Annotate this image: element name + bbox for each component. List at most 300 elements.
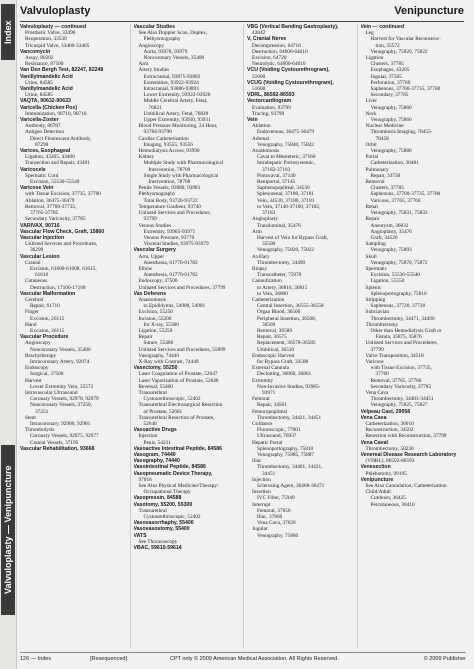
index-entry: Intracoronary Artery, 92974	[30, 358, 90, 365]
index-entry: Aneurysm, 36832	[370, 222, 409, 229]
index-heading: Valvuloplasty — continued	[20, 24, 87, 30]
index-entry: Endoscopy, 37500	[138, 278, 178, 285]
index-entry: Laser Vaporization of Prostate, 52648	[138, 377, 219, 384]
index-entry: Kidney	[138, 154, 155, 161]
index-entry: 93784-93790	[143, 129, 172, 136]
index-entry: Cannulization	[252, 278, 282, 285]
index-entry: 52648	[143, 421, 157, 427]
index-entry: Stent	[25, 414, 36, 421]
index-entry: Excision, 61600-61608, 61615,	[30, 265, 97, 272]
index-entry: 93971	[262, 389, 276, 396]
index-heading: Van Den Bergh Test, 82247, 82248	[20, 67, 104, 74]
index-entry: 36299	[30, 247, 44, 254]
index-entry: Transurethral Resection of Prostate,	[138, 414, 215, 421]
index-entry: Ligation	[365, 55, 384, 62]
index-entry: Repair, 33730	[370, 172, 401, 179]
index-entry: Suture, 55400	[143, 340, 174, 347]
index-column-1	[20, 24, 126, 649]
index-heading: Vascular Malformation	[20, 290, 76, 297]
index-entry: Injection	[138, 433, 158, 440]
index-entry: Femoropopliteal	[252, 408, 288, 415]
index-heading: Venesection	[360, 464, 391, 471]
index-entry: Ablation	[252, 123, 271, 130]
index-entry: Hand	[25, 321, 37, 328]
index-entry: Cardiac Catheterization	[138, 135, 189, 142]
index-entry: Extremities, 93922-93924	[143, 79, 199, 86]
footer-resequenced: [Resequenced]	[90, 656, 127, 662]
index-entry: 76821	[148, 104, 162, 111]
index-entry: Catheterization, 36481	[370, 160, 419, 167]
index-entry: Harvest for Vascular Reconstruc-	[370, 36, 441, 43]
index-entry: Harvest	[25, 377, 42, 384]
index-entry: Reoperation, 33530	[25, 36, 67, 43]
index-entry: Jugular	[252, 526, 268, 533]
index-entry: Unlisted Services and Procedures,	[138, 210, 211, 217]
index-entry: Phlebotomy, 99195	[365, 470, 407, 477]
index-entry: Thrombectomy, 50230	[365, 445, 414, 452]
index-entry: Femoral, 37650	[257, 507, 291, 514]
index-entry: for Bypass Graft, 33508	[257, 358, 309, 365]
index-entry: Laser Coagulation of Prostate, 52647	[138, 371, 218, 378]
index-heading: Varicocele	[20, 166, 46, 173]
index-heading: Vascular Injection	[20, 234, 65, 241]
index-heading: Vascular Rehabilitation, 93668	[20, 445, 95, 452]
index-entry: Endoscopic Harvest	[252, 352, 295, 359]
index-entry: Intracranial, 93886-93893	[143, 86, 199, 93]
index-entry: IVC Filter, 75940	[257, 495, 295, 502]
index-entry: Graft, 34520	[370, 234, 398, 241]
index-tab[interactable]: Index	[1, 4, 15, 60]
index-entry: 51600	[252, 73, 266, 80]
index-entry: Cranial Vessels, 37195	[30, 439, 79, 446]
index-entry: Destruction, 64600-64610	[252, 48, 308, 55]
index-entry: Visceral Studies, 93975-93979	[143, 241, 209, 248]
index-entry: Assay, 80202	[25, 55, 54, 62]
index-entry: Leg	[365, 30, 374, 37]
index-heading: Vasoactive Drugs	[133, 427, 177, 434]
index-entry: Subclavian	[365, 309, 390, 316]
footer-cpt-notice: CPT only © 2009 American Medical Association. All Rights Reserved.	[170, 656, 339, 662]
index-entry: Saphenopopliteal, 34530	[257, 185, 310, 192]
index-entry: Middle Cerebral Artery, Fetal,	[143, 98, 208, 105]
index-entry: Excision, 26115	[30, 327, 65, 334]
header-last-term: Venipuncture	[394, 5, 464, 17]
index-entry: Replacement, 36578-36585	[257, 340, 316, 347]
index-entry: Endovenous, 36475-36479	[257, 129, 315, 136]
index-entry: Venography, 75840, 75842	[257, 141, 315, 148]
index-entry: Arm	[252, 228, 262, 235]
index-entry: 36569	[262, 321, 276, 328]
index-entry: Arm, Upper	[138, 253, 165, 260]
index-entry: Other than Hemodialysis Graft or	[370, 327, 442, 334]
index-entry: Varicose	[365, 358, 384, 365]
index-entry: Femoral	[252, 396, 270, 403]
index-entry: Intravascular Ultrasound	[25, 389, 78, 396]
index-entry: Repair, 36575	[257, 334, 287, 341]
index-entry: Perforation, 37760	[370, 79, 411, 86]
index-entry: Fluoroscopic, 77001	[257, 427, 301, 434]
index-entry: Thrombolysis	[25, 427, 55, 434]
index-entry: 51600	[252, 86, 266, 93]
index-heading: Vascular Surgery	[133, 247, 176, 254]
index-entry: (VDRL), 86592-86593	[365, 458, 415, 465]
index-columns	[20, 24, 466, 649]
index-entry: Plethysmography	[138, 191, 176, 198]
index-heading: Vascular Flow Check, Graft, 15860	[20, 228, 105, 235]
index-entry: Excision, 55530-55540	[370, 272, 420, 279]
index-heading: VATS	[133, 532, 147, 539]
index-entry: Thrombectomy, 34401-34451	[370, 396, 434, 403]
index-entry: Penis, 54231	[143, 439, 171, 446]
index-entry: Thrombectomy, 34490	[257, 259, 306, 266]
index-entry: Harvest of Vein for Bypass Graft,	[257, 234, 329, 241]
index-entry: Total Body, 93720-93722	[143, 197, 198, 204]
index-entry: Excision, 26115	[30, 315, 65, 322]
index-heading: Vasogram, 74440	[133, 452, 176, 459]
index-entry: for X-ray, 55300	[143, 321, 179, 328]
index-entry: Brachytherapy	[25, 352, 57, 359]
index-entry: Destruction, 17106-17108	[30, 284, 86, 291]
index-entry: 43842	[252, 30, 266, 37]
index-heading: VARIVAX, 90716	[20, 222, 60, 229]
page-footer	[20, 652, 466, 665]
index-entry: 37799	[370, 346, 384, 353]
index-entry: 37765-37785	[30, 210, 59, 217]
index-entry: Transurethral	[138, 389, 167, 396]
index-entry: Child/Adult	[365, 489, 391, 496]
index-entry: Transcatheter, 75970	[257, 272, 302, 279]
index-entry: Removal, 36589	[257, 327, 293, 334]
index-entry: Single Study with Pharmacological	[143, 172, 219, 179]
index-heading: Vascular Procedure	[20, 334, 69, 341]
index-entry: Unlisted Services and Procedures,	[365, 340, 438, 347]
index-entry: Vena Cava	[365, 389, 389, 396]
index-entry: with Tissue Excision, 37735, 37760	[25, 191, 101, 198]
index-heading: Vein — continued	[360, 24, 405, 30]
index-entry: Liver	[365, 98, 377, 105]
index-entry: Secondary, 37785	[370, 92, 409, 99]
index-entry: Endoscopy	[25, 365, 49, 372]
index-entry: Renal	[365, 203, 378, 210]
index-entry: Orbit	[365, 141, 377, 148]
index-heading: Vasovasostomy, 55400	[133, 526, 190, 533]
index-entry: Thrombectomy, 34401, 34421,	[257, 464, 323, 471]
index-entry: Clusters, 37785	[370, 185, 404, 192]
index-column-3	[243, 24, 353, 649]
index-entry: Multiple Study with Pharmacological	[143, 160, 224, 167]
index-entry: Artery Studies	[138, 67, 170, 74]
index-entry: See Thoracoscopy	[138, 538, 178, 545]
index-heading: Vasography, 74440	[133, 458, 180, 465]
index-entry: Lower Extremity, 93922-93926	[143, 92, 211, 99]
index-entry: Venography, 75831, 75833	[370, 210, 428, 217]
index-column-2	[130, 24, 240, 649]
index-heading: Varices, Esophageal	[20, 148, 71, 155]
index-entry: Splenoportography, 75810	[257, 445, 314, 452]
index-entry: Percutaneous, 36410	[370, 501, 415, 508]
index-entry: Insertion	[252, 489, 271, 496]
index-entry: Thrombectomy, 34471, 34490	[370, 315, 435, 322]
index-entry: to Epididymis, 54900, 54901	[143, 303, 206, 310]
index-entry: Tricuspid Valve, 33460-33465	[25, 42, 90, 49]
index-entry: Removal	[365, 179, 385, 186]
index-entry: Venography, 75880	[370, 148, 412, 155]
index-entry: Hemodialysis Access, 93990	[138, 148, 200, 155]
index-entry: Noncoronary Vessels, 35400	[30, 346, 91, 353]
index-entry: to Vein, 36800	[257, 290, 288, 297]
index-entry: Incision, 55200	[138, 315, 172, 322]
index-entry: Thrombosis Imaging, 78455-	[370, 129, 433, 136]
index-entry: Imaging, 93555, 93556	[143, 141, 193, 148]
index-heading: Vasectomy, 55250	[133, 365, 178, 372]
index-entry: Saphenous, 37720, 37730	[370, 303, 426, 310]
index-entry: 78458	[375, 135, 389, 142]
index-entry: Valve Transposition, 34510	[365, 352, 424, 359]
index-entry: Upper Extremity, 93930, 93931	[143, 117, 211, 124]
index-entry: Direct Fluorescent Antibody,	[30, 135, 92, 142]
index-entry: Thrombectomy, 34421, 34451	[257, 414, 322, 421]
index-heading: Vancomycin	[20, 48, 51, 55]
index-entry: Ligation, 55550	[370, 278, 405, 285]
index-entry: Neck	[365, 110, 377, 117]
index-entry: Immunization, 90710, 90716	[25, 110, 87, 117]
index-entry: Transurethral Electrosurgical Resection	[138, 402, 223, 409]
index-entry: Thrombectomy	[365, 321, 399, 328]
index-entry: Organ Blood, 36500	[257, 309, 301, 316]
index-entry: Urine, 84585	[25, 92, 53, 99]
index-entry: Vena Cava, 37620	[257, 520, 296, 527]
index-entry: Decompression, 64716	[252, 42, 301, 49]
index-heading: VBG (Vertical Banding Gastroplasty),	[247, 24, 339, 30]
index-entry: Arm	[138, 61, 149, 68]
index-heading: Vas Deferens	[133, 290, 167, 297]
index-entry: 37251	[35, 408, 49, 415]
index-entry: Venography, 75870, 75872	[370, 259, 428, 266]
index-entry: Lower Extremity Vein, 35572	[30, 383, 94, 390]
index-heading: Vascular Studies	[133, 24, 176, 30]
page-header	[20, 3, 464, 22]
index-entry: Spermatic	[365, 265, 387, 272]
index-entry: Splenoportography, 75810	[370, 290, 427, 297]
index-entry: Guidance	[252, 421, 273, 427]
index-entry: Iliac	[252, 458, 262, 465]
index-entry: Venography, 75860	[257, 532, 299, 539]
index-entry: Injection	[252, 476, 271, 483]
index-entry: Saphenous, 37700-37735, 37780	[370, 191, 441, 198]
index-entry: Biopsy	[252, 265, 268, 272]
index-heading: VAQTA, 90632-90633	[20, 98, 71, 105]
index-entry: Fistula, 35875, 35876	[375, 334, 422, 341]
index-entry: Cystourethroscopic, 52402	[143, 396, 201, 403]
index-entry: Extremity, 93965-93971	[143, 228, 196, 235]
index-heading: Vasotomy, 55200, 55300	[133, 501, 193, 508]
index-heading: Vasovasorrhaphy, 55400	[133, 520, 194, 527]
index-heading: V, Cranial Nerve	[247, 36, 287, 43]
index-entry: Excision, 64720	[252, 55, 287, 62]
index-entry: External Cannula	[252, 365, 289, 372]
index-entry: Removal, 37765, 37766	[370, 377, 422, 384]
header-first-term: Valvuloplasty	[20, 5, 91, 17]
index-entry: Plethysmography	[143, 36, 181, 43]
index-entry: to Vein, 37140-37160, 37182,	[257, 203, 321, 210]
index-entry: Excision, 55250	[138, 309, 173, 316]
index-entry: Coronary Vessels, 92978, 92979	[30, 396, 99, 403]
index-entry: Venography, 75860	[370, 104, 412, 111]
index-entry: Evaluation, 93799	[252, 104, 291, 111]
index-entry: Occupational Therapy	[143, 489, 191, 496]
index-entry: 37182-37183	[262, 166, 291, 173]
index-entry: Anastomosis	[252, 148, 280, 155]
index-entry: Catheterization	[252, 296, 285, 303]
index-entry: Unlisted Services and Procedures, 37799	[138, 284, 226, 291]
index-entry: Repair	[365, 216, 380, 223]
index-entry: Cranial	[25, 259, 41, 266]
index-entry: Cystourethroscopic, 52402	[143, 514, 201, 521]
index-entry: Intrahepatic Portosystemic,	[257, 160, 315, 167]
index-entry: Unlisted Services and Procedures, 55899	[138, 346, 226, 353]
index-entry: Vein, 34530, 37180, 37181	[257, 197, 315, 204]
index-entry: Axillary	[252, 253, 270, 260]
index-entry: Splenic	[365, 284, 382, 291]
index-entry: Ligation, 43205, 43400	[25, 154, 75, 161]
index-heading: VCUG (Voiding Cystourethrogram),	[247, 79, 334, 86]
index-entry: Umbilical Artery, Fetal, 76820	[143, 110, 209, 117]
index-entry: Surgical, 37500	[30, 371, 64, 378]
index-entry: tion, 35572	[375, 42, 400, 49]
index-entry: 34451	[262, 470, 276, 477]
index-heading: Venereal Disease Research Laboratory	[360, 452, 457, 459]
index-entry: 61616	[35, 272, 49, 279]
index-heading: Vascular Lesion	[20, 253, 60, 260]
footer-page-number: 126 — Index	[20, 656, 52, 662]
index-entry: Antigen Detection	[25, 129, 64, 136]
index-entry: 37760	[375, 371, 389, 378]
index-entry: Venous Studies	[138, 222, 172, 229]
index-heading: VBAC, 59610-59614	[133, 545, 182, 552]
index-heading: VDRL, 86592-86593	[247, 92, 295, 99]
index-entry: Cerebral	[25, 296, 44, 303]
index-entry: of Prostate, 52601	[143, 408, 183, 415]
index-heading: Vena Cava	[360, 414, 387, 421]
index-entry: with Tissue Excision, 37735,	[370, 365, 432, 372]
index-heading: VCU (Voiding Cystourethrogram),	[247, 67, 330, 74]
index-entry: Urine, 84585	[25, 79, 53, 86]
index-entry: Angioplasty	[252, 216, 278, 223]
index-entry: Tracing, 93799	[252, 110, 285, 117]
index-entry: Declotting, 36860, 36861	[257, 371, 312, 378]
index-entry: Intervention, 78709	[148, 166, 191, 173]
index-entry: Nuclear Medicine	[365, 123, 404, 130]
index-entry: Sampling	[365, 241, 386, 248]
index-entry: Resistance, 87500	[25, 61, 64, 68]
index-heading: Vena Caval	[360, 439, 388, 446]
index-entry: Repair	[138, 334, 153, 341]
index-entry: Excision, 55530-55540	[30, 179, 80, 186]
index-entry: Clusters, 37785	[370, 61, 404, 68]
index-entry: Anesthesia, 01770-01782	[143, 272, 198, 279]
index-entry: Sclerosing Agent, 36468-36471	[257, 483, 325, 490]
index-entry: Reversal, 55400	[138, 383, 173, 390]
index-entry: Catheterization, 36010	[365, 421, 414, 427]
index-entry: Angioscopy	[138, 42, 165, 49]
index-heading: Vasoactive Intestinal Peptide, 84586	[133, 445, 223, 452]
index-entry: Cutdown, 36425	[370, 495, 406, 502]
index-entry: Intracoronary, 92980, 92981	[30, 421, 91, 427]
index-entry: Esophagus, 43205	[370, 67, 410, 74]
index-entry: Central Insertion, 36555-36558	[257, 303, 324, 310]
index-entry: Prosthetic Valve, 33496	[25, 30, 76, 37]
index-entry: Blood Pressure Monitoring, 24 Hour,	[138, 123, 218, 130]
index-entry: Ligation, 55250	[138, 327, 173, 334]
index-entry: 35500	[262, 241, 276, 248]
index-entry: Jugular, 37565	[370, 73, 402, 80]
index-heading: Vasopneumatic Device Therapy,	[133, 470, 213, 477]
index-heading: Vasopressin, 84588	[133, 495, 182, 502]
index-entry: Ablation, 36475-36479	[25, 197, 75, 204]
index-entry: Finger	[25, 309, 39, 316]
index-heading: Vasointestinal Peptide, 84586	[133, 464, 206, 471]
index-entry: Noncoronary Vessels, 35400	[143, 55, 205, 62]
index-entry: Umbilical, 36510	[257, 346, 295, 353]
index-entry: Anastomosis	[138, 296, 166, 303]
index-entry: Interrupt	[252, 501, 271, 508]
side-tab-strip	[0, 0, 17, 669]
index-entry: Iliac, 37660	[257, 514, 283, 521]
index-entry: Transluminal, 35476	[257, 222, 301, 229]
index-entry: Venous Pressure, 93770	[143, 234, 195, 241]
index-entry: Vasography, 74440	[138, 352, 180, 359]
index-entry: See Also Doppler Scan, Duplex,	[138, 30, 208, 37]
index-entry: 93799	[143, 216, 157, 223]
index-heading: Vein	[247, 117, 258, 124]
index-heading: Varicella-Zoster	[20, 117, 59, 124]
index-entry: Hepatic Portal	[252, 439, 283, 446]
index-entry: Repair, 34501	[257, 402, 287, 409]
index-entry: Removal, 37700-37735,	[25, 203, 77, 210]
index-entry: Reconstruction, 34502	[365, 427, 414, 434]
index-entry: Venography, 75860	[370, 117, 412, 124]
index-entry: 37183	[262, 210, 276, 217]
index-entry: Secondary Varicosity, 37785	[25, 216, 86, 223]
index-heading: Varicella (Chicken Pox)	[20, 104, 78, 111]
index-entry: Secondary Varicosity, 37785	[370, 383, 432, 390]
index-entry: 87290	[35, 141, 49, 148]
index-heading: Vanillylmandelic Acid	[20, 73, 73, 80]
index-entry: Portocaval, 37140	[257, 172, 296, 179]
index-entry: Transurethral	[138, 507, 167, 514]
index-entry: Saphenous, 37700-37735, 37780	[370, 86, 441, 93]
index-entry: Aorta, 93978, 93979	[143, 48, 188, 55]
index-entry: Venography, 75885, 75887	[257, 452, 315, 459]
index-entry: 97016	[138, 476, 152, 483]
index-entry: Pulmonary	[365, 166, 389, 173]
index-entry: Ultrasound, 76937	[257, 433, 297, 440]
index-entry: Temperature Gradient, 93740	[138, 203, 201, 210]
index-heading: Vanillylmandelic Acid	[20, 86, 73, 93]
index-entry: Extremity	[252, 377, 274, 384]
index-entry: Repair, 61710	[30, 303, 60, 310]
index-entry: Elbow	[138, 265, 153, 272]
index-entry: Noncoronary Vessels, 37250,	[30, 402, 92, 409]
index-entry: Antibody, 86787	[25, 123, 61, 130]
index-entry: Intervention, 78708	[148, 179, 191, 186]
index-entry: Unlisted Services and Procedures,	[25, 241, 98, 248]
index-column-4	[357, 24, 467, 649]
index-entry: Adrenal	[252, 135, 270, 142]
index-entry: Stripping	[365, 296, 386, 303]
index-entry: Skull	[365, 253, 377, 260]
range-tab[interactable]: Valvuloplasty — Venipuncture	[1, 445, 15, 615]
